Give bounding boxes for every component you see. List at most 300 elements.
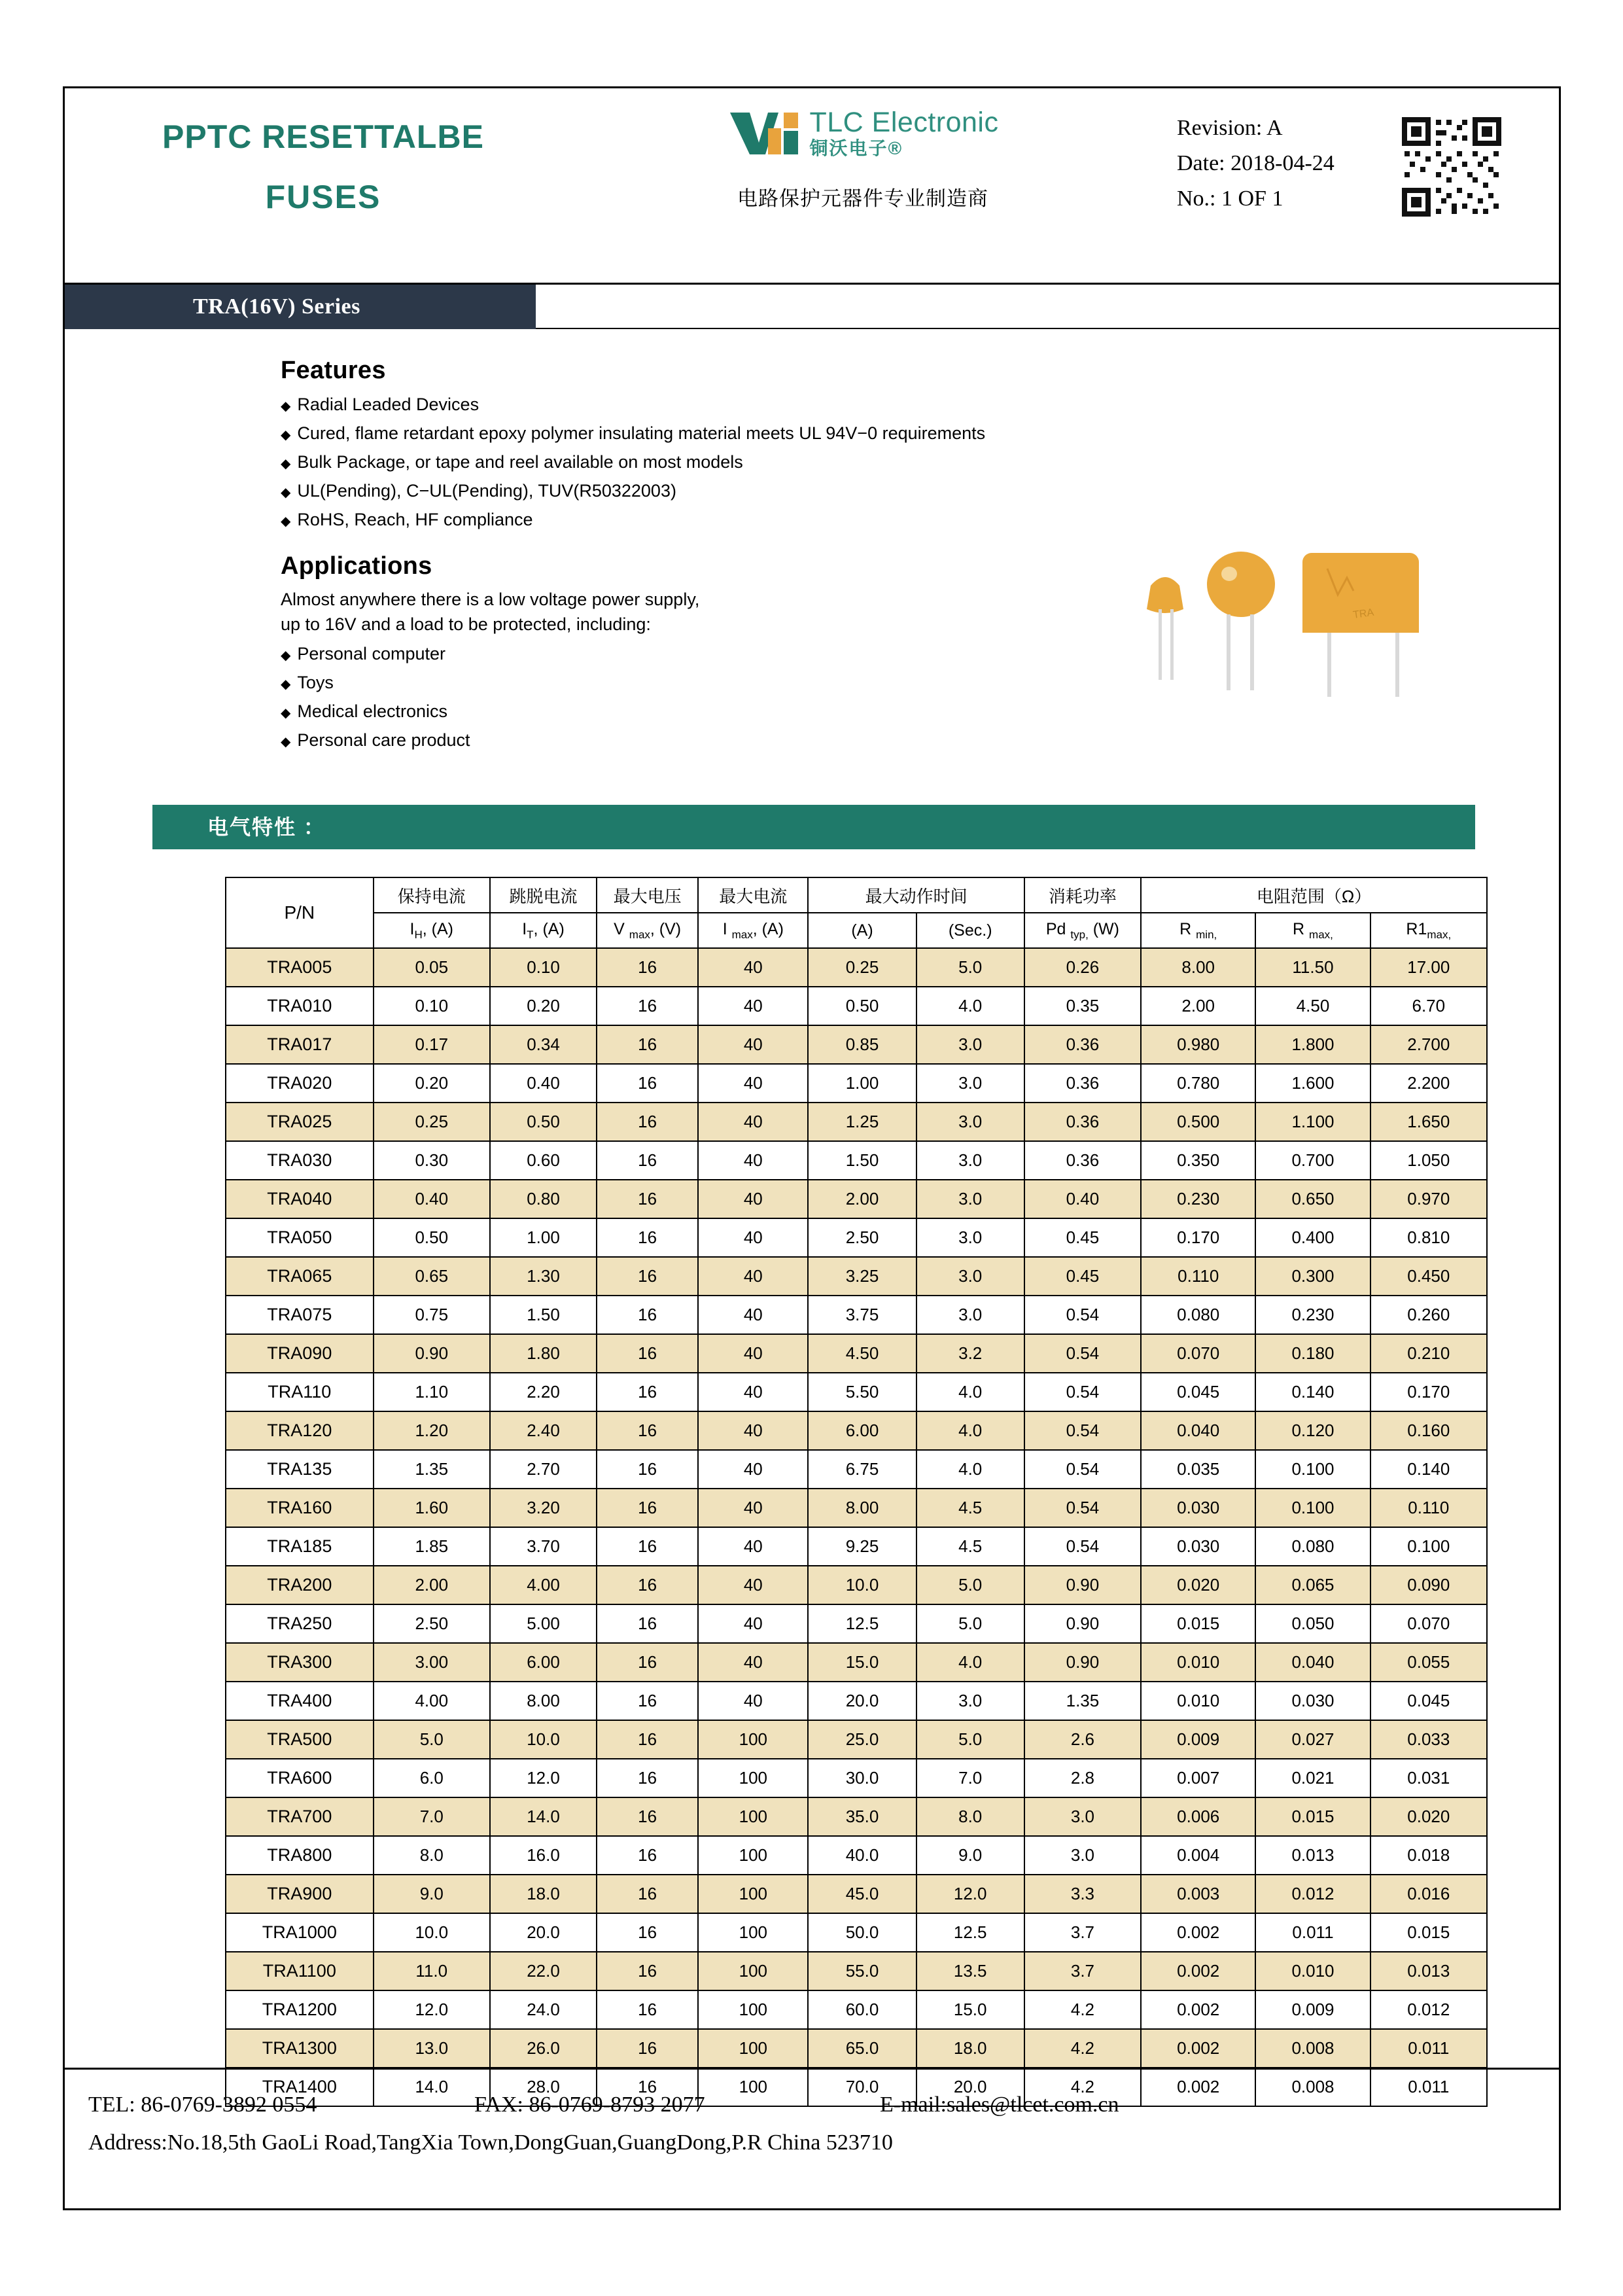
table-cell: 0.018 [1370, 1836, 1487, 1875]
table-cell: 4.50 [808, 1334, 916, 1373]
table-cell: 16 [597, 1720, 698, 1759]
table-cell: 0.006 [1141, 1797, 1255, 1836]
tlc-logo-icon [727, 109, 801, 158]
table-cell: 40.0 [808, 1836, 916, 1875]
cell-part-number: TRA600 [226, 1759, 374, 1797]
table-cell: 1.600 [1255, 1064, 1370, 1103]
logo-wordmark: TLC Electronic [809, 107, 999, 138]
table-cell: 0.012 [1370, 1990, 1487, 2029]
table-cell: 0.40 [490, 1064, 597, 1103]
table-cell: 0.90 [1024, 1604, 1141, 1643]
table-row [226, 1720, 1487, 1759]
applications-list [281, 641, 1196, 756]
col-header-max-current: 最大电流 [698, 877, 808, 913]
table-cell: 0.45 [1024, 1218, 1141, 1257]
table-cell: 0.015 [1141, 1604, 1255, 1643]
table-cell: 14.0 [374, 2068, 490, 2106]
table-cell: 0.450 [1370, 1257, 1487, 1296]
table-cell: 40 [698, 1643, 808, 1682]
col-symbol-ih: $I_H$, (A) [374, 913, 490, 948]
cell-part-number: TRA050 [226, 1218, 374, 1257]
table-cell: 5.0 [916, 948, 1024, 987]
diamond-bullet-icon: ◆ [281, 648, 291, 663]
table-cell: 2.50 [808, 1218, 916, 1257]
table-row [226, 1643, 1487, 1682]
series-rule [536, 328, 1559, 329]
table-cell: 24.0 [490, 1990, 597, 2029]
table-cell: 5.00 [490, 1604, 597, 1643]
feature-text: Radial Leaded Devices [297, 395, 480, 414]
cell-part-number: TRA700 [226, 1797, 374, 1836]
table-cell: 1.30 [490, 1257, 597, 1296]
table-row [226, 1103, 1487, 1141]
table-cell: 3.0 [916, 1218, 1024, 1257]
table-row [226, 1604, 1487, 1643]
date-label: Date: 2018-04-24 [1177, 151, 1335, 175]
table-cell: 7.0 [374, 1797, 490, 1836]
table-cell: 2.200 [1370, 1064, 1487, 1103]
table-cell: 0.30 [374, 1141, 490, 1180]
table-cell: 1.60 [374, 1489, 490, 1527]
table-cell: 16 [597, 1643, 698, 1682]
col-symbol-it: $I_T$, (A) [490, 913, 597, 948]
table-cell: 100 [698, 1913, 808, 1952]
table-cell: 2.40 [490, 1411, 597, 1450]
table-cell: 2.00 [808, 1180, 916, 1218]
table-row [226, 1334, 1487, 1373]
table-cell: 0.008 [1255, 2029, 1370, 2068]
cell-part-number: TRA1300 [226, 2029, 374, 2068]
table-cell: 16 [597, 1604, 698, 1643]
table-cell: 45.0 [808, 1875, 916, 1913]
table-row [226, 1180, 1487, 1218]
table-cell: 0.20 [374, 1064, 490, 1103]
table-cell: 4.0 [916, 1411, 1024, 1450]
table-cell: 0.030 [1141, 1527, 1255, 1566]
table-cell: 4.2 [1024, 2068, 1141, 2106]
col-header-power-dissipation: 消耗功率 [1024, 877, 1141, 913]
table-cell: 3.2 [916, 1334, 1024, 1373]
table-cell: 0.54 [1024, 1334, 1141, 1373]
footer-email[interactable]: E-mail:sales@tlcet.com.cn [880, 2093, 1119, 2117]
table-cell: 12.5 [916, 1913, 1024, 1952]
cell-part-number: TRA400 [226, 1682, 374, 1720]
table-cell: 8.00 [1141, 948, 1255, 987]
table-cell: 10.0 [808, 1566, 916, 1604]
list-item [281, 420, 1196, 449]
table-cell: 16 [597, 1489, 698, 1527]
table-cell: 0.60 [490, 1141, 597, 1180]
table-cell: 5.0 [916, 1604, 1024, 1643]
table-cell: 0.002 [1141, 1913, 1255, 1952]
table-cell: 22.0 [490, 1952, 597, 1990]
list-item [281, 506, 1196, 535]
table-row [226, 1064, 1487, 1103]
table-row [226, 1797, 1487, 1836]
table-cell: 16 [597, 1180, 698, 1218]
company-logo-block [654, 108, 1072, 211]
table-cell: 14.0 [490, 1797, 597, 1836]
table-cell: 40 [698, 1103, 808, 1141]
table-cell: 0.065 [1255, 1566, 1370, 1604]
table-cell: 0.013 [1370, 1952, 1487, 1990]
col-header-hold-current: 保持电流 [374, 877, 490, 913]
footer-address: Address:No.18,5th GaoLi Road,TangXia Town,DongGuan,GuangDong,P.R China 523710 [88, 2130, 893, 2155]
table-cell: 0.002 [1141, 1952, 1255, 1990]
table-cell: 0.26 [1024, 948, 1141, 987]
cell-part-number: TRA040 [226, 1180, 374, 1218]
table-cell: 0.90 [1024, 1566, 1141, 1604]
cell-part-number: TRA200 [226, 1566, 374, 1604]
table-row [226, 1218, 1487, 1257]
table-cell: 1.35 [1024, 1682, 1141, 1720]
table-cell: 0.010 [1141, 1682, 1255, 1720]
table-cell: 0.210 [1370, 1334, 1487, 1373]
features-applications-block [281, 357, 1196, 756]
table-row [226, 1141, 1487, 1180]
table-cell: 16 [597, 1990, 698, 2029]
logo-text-wrap [810, 108, 999, 160]
cell-part-number: TRA030 [226, 1141, 374, 1180]
table-cell: 0.002 [1141, 2068, 1255, 2106]
diamond-bullet-icon: ◆ [281, 399, 291, 414]
table-cell: 18.0 [916, 2029, 1024, 2068]
table-cell: 18.0 [490, 1875, 597, 1913]
table-cell: 0.50 [808, 987, 916, 1025]
table-cell: 0.050 [1255, 1604, 1370, 1643]
page-title [65, 107, 582, 227]
table-cell: 70.0 [808, 2068, 916, 2106]
spec-table-wrapper [225, 877, 1488, 2107]
table-cell: 0.010 [1141, 1643, 1255, 1682]
table-cell: 3.0 [1024, 1797, 1141, 1836]
table-cell: 0.009 [1255, 1990, 1370, 2029]
table-cell: 0.180 [1255, 1334, 1370, 1373]
table-cell: 3.0 [916, 1141, 1024, 1180]
table-cell: 0.030 [1255, 1682, 1370, 1720]
table-cell: 0.700 [1255, 1141, 1370, 1180]
table-cell: 9.0 [374, 1875, 490, 1913]
table-cell: 3.70 [490, 1527, 597, 1566]
cell-part-number: TRA075 [226, 1296, 374, 1334]
table-cell: 8.0 [916, 1797, 1024, 1836]
cell-part-number: TRA800 [226, 1836, 374, 1875]
feature-text: Cured, flame retardant epoxy polymer insulating material meets UL 94V−0 requirements [297, 423, 986, 443]
table-cell: 0.50 [490, 1103, 597, 1141]
table-cell: 8.00 [490, 1682, 597, 1720]
table-cell: 3.0 [916, 1257, 1024, 1296]
table-cell: 0.170 [1141, 1218, 1255, 1257]
table-cell: 16 [597, 1411, 698, 1450]
diamond-bullet-icon: ◆ [281, 457, 291, 471]
table-cell: 40 [698, 987, 808, 1025]
table-cell: 16 [597, 1450, 698, 1489]
table-cell: 3.0 [916, 1180, 1024, 1218]
table-row [226, 948, 1487, 987]
table-cell: 16 [597, 1025, 698, 1064]
application-text: Medical electronics [297, 701, 447, 721]
features-title: Features [281, 357, 386, 384]
feature-text: Bulk Package, or tape and reel available on most models [297, 452, 743, 472]
footer-fax: FAX: 86-0769-8793 2077 [474, 2093, 705, 2117]
table-cell: 1.35 [374, 1450, 490, 1489]
list-item [281, 641, 1196, 669]
table-cell: 3.7 [1024, 1952, 1141, 1990]
table-cell: 5.50 [808, 1373, 916, 1411]
table-cell: 0.90 [374, 1334, 490, 1373]
table-cell: 0.110 [1141, 1257, 1255, 1296]
table-cell: 40 [698, 1373, 808, 1411]
table-cell: 0.027 [1255, 1720, 1370, 1759]
table-cell: 40 [698, 1180, 808, 1218]
table-cell: 0.003 [1141, 1875, 1255, 1913]
cell-part-number: TRA020 [226, 1064, 374, 1103]
table-cell: 0.54 [1024, 1527, 1141, 1566]
table-cell: 0.54 [1024, 1489, 1141, 1527]
table-cell: 0.40 [1024, 1180, 1141, 1218]
table-cell: 0.011 [1255, 1913, 1370, 1952]
table-cell: 40 [698, 948, 808, 987]
col-symbol-imax: I $_{max}$, (A) [698, 913, 808, 948]
list-item [281, 478, 1196, 506]
table-cell: 0.230 [1141, 1180, 1255, 1218]
applications-title: Applications [281, 552, 432, 580]
table-cell: 40 [698, 1296, 808, 1334]
table-cell: 25.0 [808, 1720, 916, 1759]
table-row [226, 987, 1487, 1025]
table-cell: 0.05 [374, 948, 490, 987]
table-cell: 0.36 [1024, 1025, 1141, 1064]
table-cell: 9.0 [916, 1836, 1024, 1875]
table-cell: 0.021 [1255, 1759, 1370, 1797]
table-row [226, 1952, 1487, 1990]
table-cell: 0.500 [1141, 1103, 1255, 1141]
table-cell: 0.230 [1255, 1296, 1370, 1334]
logo-row [654, 108, 1072, 160]
table-cell: 17.00 [1370, 948, 1487, 987]
list-item [281, 391, 1196, 420]
table-cell: 0.020 [1370, 1797, 1487, 1836]
table-cell: 16.0 [490, 1836, 597, 1875]
table-cell: 10.0 [490, 1720, 597, 1759]
col-header-max-trip-time: 最大动作时间 [808, 877, 1024, 913]
col-header-max-voltage: 最大电压 [597, 877, 698, 913]
table-cell: 0.80 [490, 1180, 597, 1218]
table-cell: 16 [597, 1797, 698, 1836]
table-cell: 100 [698, 1797, 808, 1836]
table-cell: 100 [698, 1720, 808, 1759]
cell-part-number: TRA1100 [226, 1952, 374, 1990]
feature-text: RoHS, Reach, HF compliance [297, 510, 533, 529]
table-cell: 16 [597, 1952, 698, 1990]
applications-intro [281, 587, 1196, 637]
table-cell: 2.20 [490, 1373, 597, 1411]
table-cell: 65.0 [808, 2029, 916, 2068]
table-cell: 0.040 [1255, 1643, 1370, 1682]
table-cell: 1.00 [808, 1064, 916, 1103]
table-cell: 16 [597, 948, 698, 987]
table-cell: 9.25 [808, 1527, 916, 1566]
table-cell: 0.140 [1255, 1373, 1370, 1411]
table-cell: 40 [698, 1257, 808, 1296]
table-cell: 4.5 [916, 1489, 1024, 1527]
col-symbol-rmin: R $_{min,}$ [1141, 913, 1255, 948]
table-cell: 2.00 [1141, 987, 1255, 1025]
table-cell: 4.0 [916, 1643, 1024, 1682]
table-cell: 40 [698, 1682, 808, 1720]
table-cell: 6.70 [1370, 987, 1487, 1025]
table-cell: 0.045 [1370, 1682, 1487, 1720]
qr-code-icon [1399, 115, 1504, 219]
table-cell: 40 [698, 1566, 808, 1604]
table-cell: 0.40 [374, 1180, 490, 1218]
table-cell: 16 [597, 1141, 698, 1180]
table-cell: 0.016 [1370, 1875, 1487, 1913]
table-cell: 15.0 [916, 1990, 1024, 2029]
col-symbol-time-a: (A) [808, 913, 916, 948]
table-cell: 0.54 [1024, 1373, 1141, 1411]
table-cell: 6.00 [808, 1411, 916, 1450]
table-cell: 1.80 [490, 1334, 597, 1373]
cell-part-number: TRA017 [226, 1025, 374, 1064]
table-cell: 0.980 [1141, 1025, 1255, 1064]
table-cell: 12.0 [374, 1990, 490, 2029]
table-cell: 1.050 [1370, 1141, 1487, 1180]
table-header-row-groups [226, 877, 1487, 913]
table-cell: 10.0 [374, 1913, 490, 1952]
spec-table-head [226, 877, 1487, 948]
table-cell: 40 [698, 1604, 808, 1643]
table-cell: 0.040 [1141, 1411, 1255, 1450]
table-cell: 40 [698, 1025, 808, 1064]
diamond-bullet-icon: ◆ [281, 486, 291, 500]
table-cell: 3.0 [1024, 1836, 1141, 1875]
applications-intro-line-1: Almost anywhere there is a low voltage power supply, [281, 590, 700, 609]
table-cell: 4.2 [1024, 2029, 1141, 2068]
table-cell: 4.0 [916, 1373, 1024, 1411]
table-cell: 2.00 [374, 1566, 490, 1604]
table-cell: 55.0 [808, 1952, 916, 1990]
revision-label: Revision: A [1177, 116, 1283, 140]
table-cell: 16 [597, 1103, 698, 1141]
table-cell: 0.140 [1370, 1450, 1487, 1489]
table-cell: 5.0 [374, 1720, 490, 1759]
cell-part-number: TRA065 [226, 1257, 374, 1296]
table-cell: 0.36 [1024, 1064, 1141, 1103]
table-cell: 3.25 [808, 1257, 916, 1296]
spec-table [225, 877, 1488, 2107]
table-row [226, 1836, 1487, 1875]
application-text: Toys [297, 673, 334, 692]
table-row [226, 1566, 1487, 1604]
table-cell: 0.10 [374, 987, 490, 1025]
table-cell: 0.055 [1370, 1643, 1487, 1682]
table-cell: 0.17 [374, 1025, 490, 1064]
table-row [226, 1682, 1487, 1720]
table-cell: 40 [698, 1489, 808, 1527]
table-cell: 1.20 [374, 1411, 490, 1450]
cell-part-number: TRA120 [226, 1411, 374, 1450]
table-cell: 16 [597, 1296, 698, 1334]
table-cell: 0.070 [1370, 1604, 1487, 1643]
table-cell: 16 [597, 1682, 698, 1720]
table-cell: 16 [597, 1064, 698, 1103]
cell-part-number: TRA300 [226, 1643, 374, 1682]
table-cell: 100 [698, 1990, 808, 2029]
company-tagline: 电路保护元器件专业制造商 [737, 186, 988, 210]
table-cell: 1.100 [1255, 1103, 1370, 1141]
applications-intro-line-2: up to 16V and a load to be protected, including: [281, 614, 651, 634]
table-row [226, 1527, 1487, 1566]
cell-part-number: TRA1200 [226, 1990, 374, 2029]
col-header-trip-current: 跳脱电流 [490, 877, 597, 913]
table-cell: 20.0 [916, 2068, 1024, 2106]
features-list [281, 391, 1196, 535]
table-cell: 30.0 [808, 1759, 916, 1797]
diamond-bullet-icon: ◆ [281, 514, 291, 529]
col-header-pn: P/N [226, 877, 374, 948]
table-cell: 0.160 [1370, 1411, 1487, 1450]
cell-part-number: TRA500 [226, 1720, 374, 1759]
table-cell: 0.75 [374, 1296, 490, 1334]
table-row [226, 1257, 1487, 1296]
title-line-2: FUSES [265, 179, 381, 215]
col-symbol-r1max: $R1_{max,}$ [1370, 913, 1487, 948]
table-cell: 3.3 [1024, 1875, 1141, 1913]
table-cell: 0.36 [1024, 1103, 1141, 1141]
cell-part-number: TRA025 [226, 1103, 374, 1141]
cell-part-number: TRA090 [226, 1334, 374, 1373]
table-cell: 16 [597, 1913, 698, 1952]
table-cell: 1.85 [374, 1527, 490, 1566]
cell-part-number: TRA1000 [226, 1913, 374, 1952]
table-cell: 0.85 [808, 1025, 916, 1064]
diamond-bullet-icon: ◆ [281, 677, 291, 692]
table-cell: 0.100 [1370, 1527, 1487, 1566]
cell-part-number: TRA110 [226, 1373, 374, 1411]
table-cell: 0.780 [1141, 1064, 1255, 1103]
cell-part-number: TRA160 [226, 1489, 374, 1527]
table-row [226, 1489, 1487, 1527]
table-row [226, 1875, 1487, 1913]
table-cell: 16 [597, 2029, 698, 2068]
diamond-bullet-icon: ◆ [281, 735, 291, 749]
table-cell: 20.0 [808, 1682, 916, 1720]
table-row [226, 1759, 1487, 1797]
table-cell: 4.0 [916, 1450, 1024, 1489]
table-cell: 0.020 [1141, 1566, 1255, 1604]
table-cell: 6.75 [808, 1450, 916, 1489]
document-meta [1177, 111, 1335, 217]
table-cell: 0.008 [1255, 2068, 1370, 2106]
table-cell: 0.002 [1141, 1990, 1255, 2029]
cell-part-number: TRA135 [226, 1450, 374, 1489]
table-cell: 12.5 [808, 1604, 916, 1643]
document-footer [65, 2068, 1559, 2155]
table-cell: 6.0 [374, 1759, 490, 1797]
svg-text:TRA: TRA [1352, 607, 1375, 621]
list-item [281, 669, 1196, 698]
table-row [226, 1913, 1487, 1952]
cell-part-number: TRA250 [226, 1604, 374, 1643]
col-header-resistance-range: 电阻范围（Ω） [1141, 877, 1487, 913]
table-cell: 40 [698, 1218, 808, 1257]
table-cell: 16 [597, 1373, 698, 1411]
table-cell: 0.45 [1024, 1257, 1141, 1296]
table-cell: 16 [597, 1257, 698, 1296]
table-row [226, 1025, 1487, 1064]
col-symbol-pd: Pd $_{typ,}$ (W) [1024, 913, 1141, 948]
